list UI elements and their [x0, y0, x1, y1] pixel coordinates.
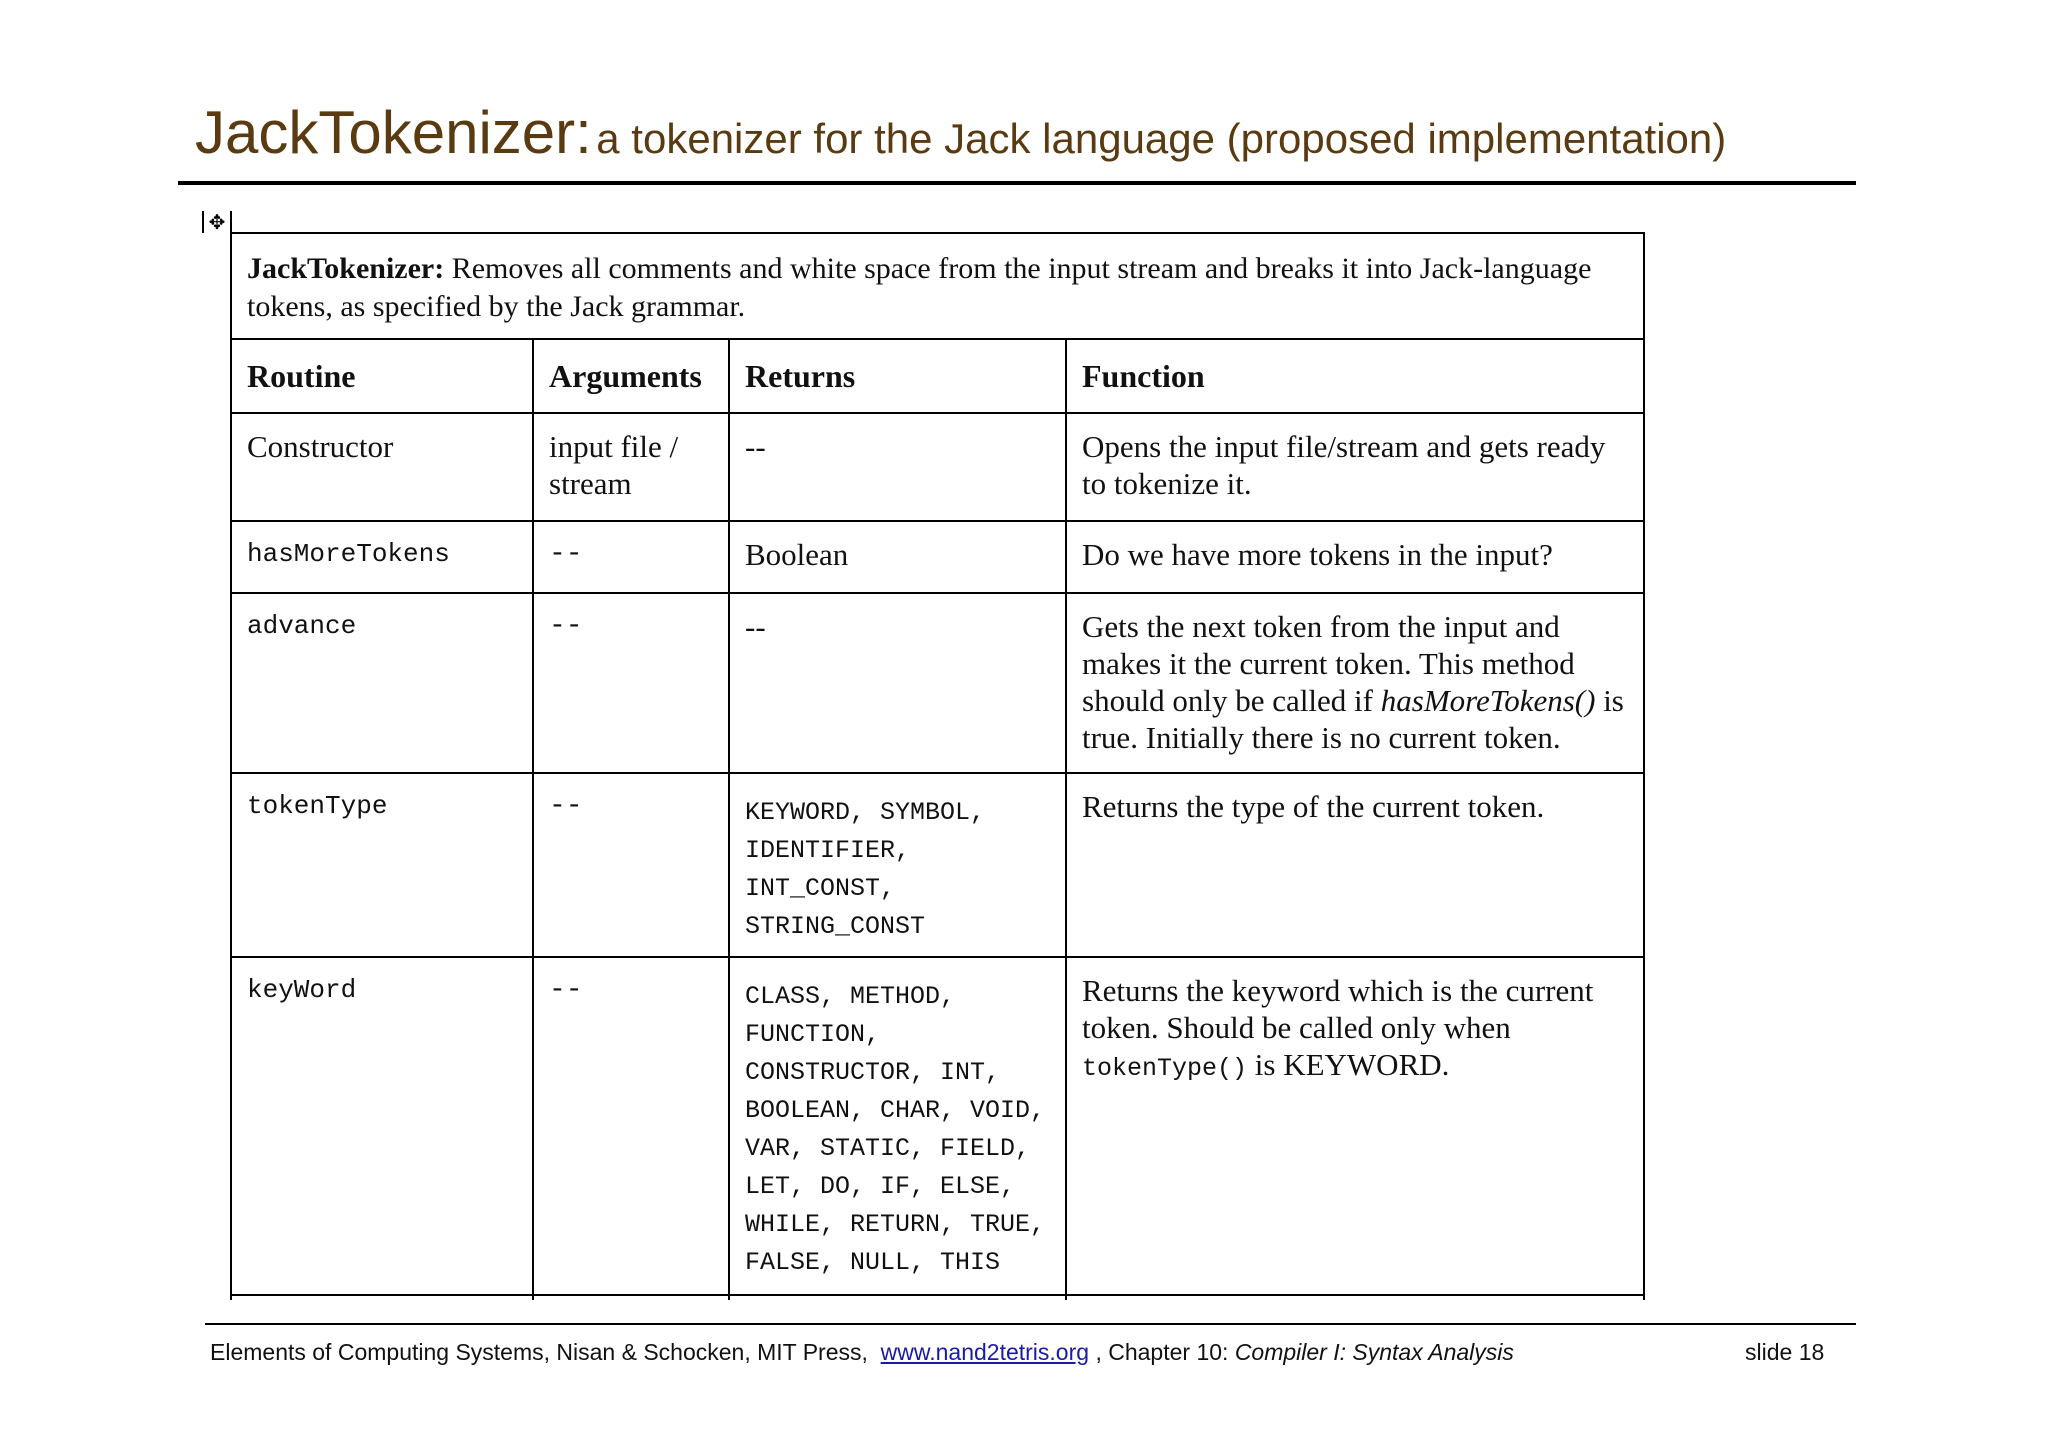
- routine-cell: keyWord: [231, 957, 533, 1295]
- returns-cell: [729, 957, 1066, 1295]
- header-returns: Returns: [729, 339, 1066, 413]
- returns-line: VAR, STATIC, FIELD,: [745, 1134, 1031, 1163]
- footer-chapter: , Chapter 10:: [1095, 1339, 1229, 1365]
- trailing-cell: [1066, 1295, 1644, 1300]
- description-bold: JackTokenizer:: [247, 252, 445, 285]
- returns-line: KEYWORD, SYMBOL,: [745, 798, 986, 827]
- returns-line: BOOLEAN, CHAR, VOID,: [745, 1096, 1046, 1125]
- function-cell: Opens the input file/stream and gets ready to tokenize it.: [1066, 413, 1644, 521]
- function-cell: Do we have more tokens in the input?: [1066, 521, 1644, 593]
- returns-cell: Boolean: [729, 521, 1066, 593]
- function-cell: Returns the type of the current token.: [1066, 773, 1644, 957]
- returns-line: IDENTIFIER,: [745, 836, 911, 865]
- function-cell: [1066, 957, 1644, 1295]
- function-text: Gets the next token from the input and makes it the current token. This method should only be called if: [1082, 609, 1575, 718]
- slide-title-sub: a tokenizer for the Jack language (proposed implementation): [596, 115, 1727, 162]
- arguments-cell: input file / stream: [533, 413, 729, 521]
- returns-line: INT_CONST,: [745, 874, 896, 903]
- trailing-cell: [729, 1295, 1066, 1300]
- function-text: is KEYWORD.: [1247, 1047, 1450, 1082]
- trailing-cell: [533, 1295, 729, 1300]
- footer-text: Elements of Computing Systems, Nisan & Schocken, MIT Press,: [210, 1339, 868, 1365]
- header-arguments: Arguments: [533, 339, 729, 413]
- slide-number: slide 18: [1745, 1339, 1825, 1365]
- table-row: [231, 957, 1644, 1295]
- header-row: [231, 339, 1644, 413]
- table-description-row: [231, 233, 1644, 339]
- returns-line: FALSE, NULL, THIS: [745, 1248, 1001, 1277]
- arguments-cell: --: [533, 957, 729, 1295]
- title-divider: [178, 181, 1856, 185]
- table-row: [231, 521, 1644, 593]
- table-trailing-row: [231, 1295, 1644, 1300]
- table-description: [231, 233, 1644, 339]
- footer: [210, 1339, 1514, 1366]
- returns-line: FUNCTION,: [745, 1020, 881, 1049]
- routine-cell: hasMoreTokens: [231, 521, 533, 593]
- function-text: Returns the keyword which is the current token. Should be called only when: [1082, 973, 1594, 1045]
- returns-cell: --: [729, 593, 1066, 773]
- trailing-cell: [231, 1295, 533, 1300]
- footer-chapter-title: Compiler I: Syntax Analysis: [1234, 1339, 1514, 1365]
- footer-divider: [205, 1323, 1856, 1325]
- function-italic-text: hasMoreTokens(): [1380, 683, 1596, 718]
- table-row: [231, 413, 1644, 521]
- returns-line: WHILE, RETURN, TRUE,: [745, 1210, 1046, 1239]
- description-text: Removes all comments and white space from the input stream and breaks it into Jack-language tokens, as specified by the Jack grammar.: [247, 252, 1592, 323]
- returns-line: CLASS, METHOD,: [745, 982, 956, 1011]
- routine-cell: tokenType: [231, 773, 533, 957]
- returns-line: STRING_CONST: [745, 912, 926, 941]
- function-cell: [1066, 593, 1644, 773]
- api-spec-table: [230, 232, 1645, 1300]
- returns-cell: [729, 773, 1066, 957]
- table-move-handle-icon[interactable]: ✥: [202, 211, 232, 233]
- routine-cell: Constructor: [231, 413, 533, 521]
- slide-title-main: JackTokenizer:: [195, 99, 592, 166]
- returns-line: LET, DO, IF, ELSE,: [745, 1172, 1016, 1201]
- table-row: [231, 593, 1644, 773]
- routine-cell: advance: [231, 593, 533, 773]
- arguments-cell: --: [533, 773, 729, 957]
- arguments-cell: --: [533, 521, 729, 593]
- header-function: Function: [1066, 339, 1644, 413]
- table-row: [231, 773, 1644, 957]
- function-code-text: tokenType(): [1082, 1054, 1248, 1083]
- returns-line: CONSTRUCTOR, INT,: [745, 1058, 1001, 1087]
- slide-title: [195, 98, 1726, 167]
- arguments-cell: --: [533, 593, 729, 773]
- returns-cell: --: [729, 413, 1066, 521]
- header-routine: Routine: [231, 339, 533, 413]
- function-text: is true. Initially there is no current token.: [1082, 683, 1624, 755]
- footer-link[interactable]: www.nand2tetris.org: [880, 1339, 1090, 1365]
